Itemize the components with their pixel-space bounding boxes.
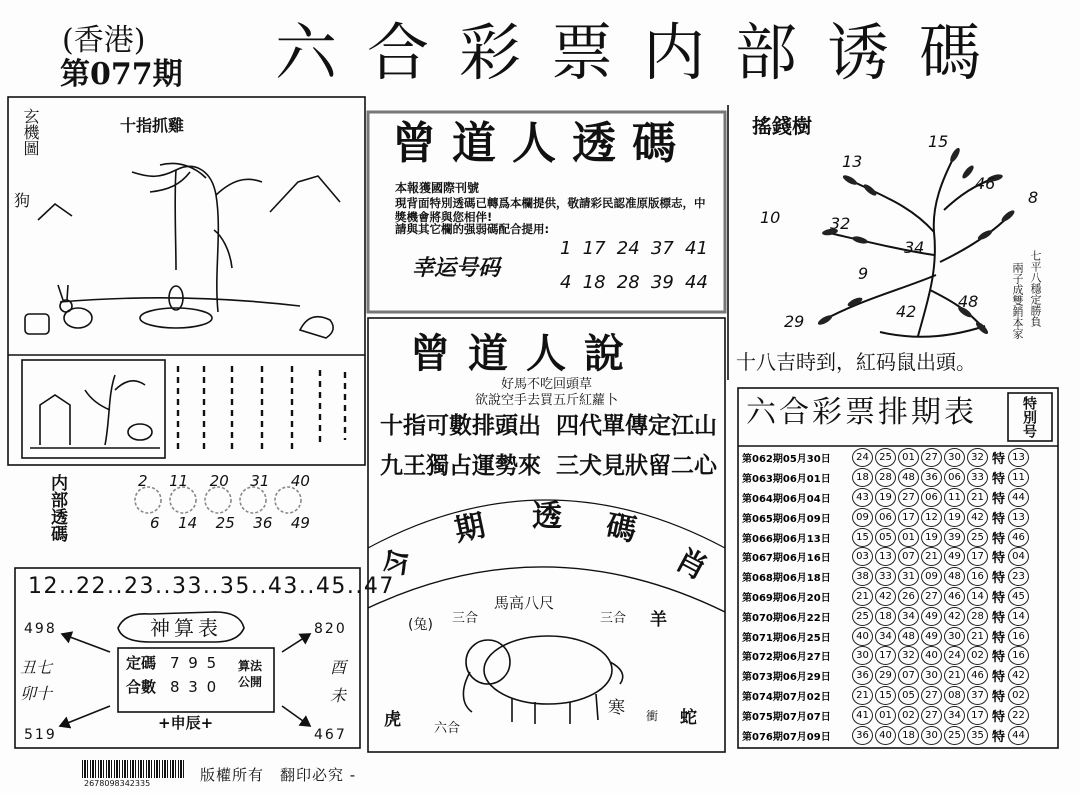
- tree-number: 46: [975, 174, 996, 193]
- drawn-number: 02: [967, 646, 988, 665]
- saying-line-1: 好馬不吃回頭草: [500, 377, 592, 392]
- special-number: 46: [1008, 528, 1029, 547]
- number: 14: [178, 514, 198, 532]
- left-top-frame: [8, 97, 365, 465]
- trine-left-label: 三合: [452, 611, 479, 626]
- drawn-number: 40: [921, 646, 942, 665]
- drawn-number: 17: [967, 706, 988, 725]
- special-label: 特: [992, 650, 1006, 666]
- drawn-number: 48: [898, 627, 919, 646]
- lucky-number: 44: [685, 272, 708, 293]
- special-number: 45: [1008, 587, 1029, 606]
- drawn-number: 14: [967, 587, 988, 606]
- drawn-number: 15: [875, 686, 896, 705]
- special-label: 特: [992, 709, 1006, 725]
- calc-zodiac: +申辰+: [158, 714, 214, 732]
- picture-caption: 十指抓雞: [120, 116, 185, 135]
- schedule-row: [742, 567, 1054, 587]
- drawn-number: 49: [921, 607, 942, 626]
- right-note-2: 未: [330, 686, 347, 705]
- special-number: 02: [1008, 686, 1029, 705]
- arch-title-char-2: 期: [451, 508, 489, 549]
- number: 40: [290, 472, 310, 490]
- drawn-number: 27: [921, 706, 942, 725]
- schedule-row: [742, 725, 1054, 745]
- special-number: 13: [1008, 508, 1029, 527]
- drawn-number: 06: [875, 508, 896, 527]
- tree-drawing: [132, 163, 262, 312]
- poem-2b: 三犬見狀留二心: [556, 452, 717, 479]
- drawn-number: 15: [852, 528, 873, 547]
- drawn-number: 27: [921, 587, 942, 606]
- trine-right-label: 三合: [600, 611, 627, 626]
- tree-number: 48: [958, 292, 979, 311]
- drawn-number: 36: [921, 468, 942, 487]
- drawn-number: 25: [875, 448, 896, 467]
- barcode: [82, 760, 186, 778]
- method-label-1: 算法: [238, 659, 263, 673]
- number: 25: [215, 514, 235, 532]
- figure-drawing: [300, 317, 333, 338]
- notice-license: 本報獲國際刊號: [395, 181, 480, 195]
- snake-label: 蛇: [680, 708, 697, 728]
- poem-1a: 十指可數排頭出: [380, 412, 541, 439]
- well-drawing: [140, 308, 212, 328]
- schedule-row: [742, 626, 1054, 646]
- lucky-number: 39: [650, 272, 674, 293]
- inner-numbers-row-2: [150, 516, 310, 531]
- special-label: 特: [992, 571, 1006, 587]
- special-number: 22: [1008, 706, 1029, 725]
- zodiac-label: 狗: [14, 191, 31, 210]
- arch-title-char-4: 碼: [602, 508, 640, 549]
- drawn-number: 39: [944, 528, 965, 547]
- schedule-row: [742, 527, 1054, 547]
- drawn-number: 30: [921, 726, 942, 745]
- drawn-number: 09: [921, 567, 942, 586]
- drawn-number: 33: [875, 567, 896, 586]
- drawn-number: 21: [852, 686, 873, 705]
- clash-label: 衝: [646, 709, 659, 723]
- lucky-number: 37: [650, 238, 674, 259]
- drawn-number: 06: [921, 488, 942, 507]
- schedule-period: 第074期07月02日: [742, 691, 831, 703]
- lucky-number-label: 幸运号码: [412, 256, 501, 281]
- special-number: 16: [1008, 646, 1029, 665]
- column-title-sayings: 曾道人說: [410, 330, 642, 377]
- special-label: 特: [992, 670, 1006, 686]
- rabbit-drawing: [58, 285, 92, 328]
- drawn-number: 46: [944, 587, 965, 606]
- special-number: 16: [1008, 627, 1029, 646]
- drawn-number: 25: [967, 528, 988, 547]
- schedule-row: [742, 606, 1054, 626]
- drawn-number: 48: [944, 567, 965, 586]
- number: 6: [150, 514, 160, 532]
- drawn-number: 05: [875, 528, 896, 547]
- drawn-number: 41: [852, 706, 873, 725]
- schedule-table: [742, 448, 1054, 745]
- drawn-number: 30: [944, 448, 965, 467]
- money-tree-title: 搖錢樹: [752, 114, 812, 138]
- left-small-picture-frame: [22, 360, 165, 458]
- drawn-number: 01: [898, 528, 919, 547]
- number: 31: [250, 472, 270, 490]
- handwritten-columns: [178, 366, 345, 450]
- rabbit-label: (兔): [408, 617, 433, 633]
- inner-code-label: 内部透碼: [47, 474, 67, 542]
- schedule-period: 第065期06月09日: [742, 513, 831, 525]
- schedule-period: 第076期07月09日: [742, 731, 831, 743]
- drawn-number: 18: [898, 726, 919, 745]
- special-number: 44: [1008, 488, 1029, 507]
- drawn-number: 21: [852, 587, 873, 606]
- drawn-number: 05: [898, 686, 919, 705]
- picture-label: 玄機圖: [21, 108, 40, 156]
- box-drawing: [25, 314, 49, 334]
- notice-body: 現背面特別透碼已轉爲本欄提供，敬請彩民認准原版標志，中獎機會將與您相伴!: [395, 196, 706, 224]
- drawn-number: 16: [967, 567, 988, 586]
- number: 2: [138, 472, 148, 490]
- arch-title-char-5: 肖: [669, 542, 713, 588]
- schedule-row: [742, 646, 1054, 666]
- drawn-number: 24: [852, 448, 873, 467]
- lucky-number: 41: [685, 238, 708, 259]
- schedule-row: [742, 507, 1054, 527]
- drawn-number: 12: [921, 508, 942, 527]
- drawn-number: 34: [944, 706, 965, 725]
- schedule-period: 第073期06月29日: [742, 672, 831, 684]
- drawn-number: 29: [875, 666, 896, 685]
- drawn-number: 07: [898, 666, 919, 685]
- drawn-number: 38: [852, 567, 873, 586]
- lucky-number: 24: [616, 238, 640, 259]
- drawn-number: 09: [852, 508, 873, 527]
- special-number: 14: [1008, 607, 1029, 626]
- poem-2a: 九王獨占運勢來: [380, 452, 541, 479]
- special-number: 23: [1008, 567, 1029, 586]
- calc-title: 神算表: [150, 616, 222, 640]
- inner-numbers-row-1: [138, 474, 310, 489]
- left-note-1: 丑七: [20, 658, 53, 677]
- drawn-number: 49: [921, 627, 942, 646]
- drawn-number: 11: [944, 488, 965, 507]
- tree-number: 42: [896, 302, 917, 321]
- schedule-period: 第062期05月30日: [742, 454, 831, 466]
- special-number: 13: [1008, 448, 1029, 467]
- sum-value: 8 3 0: [170, 678, 219, 696]
- tree-number: 9: [858, 264, 869, 283]
- schedule-period: 第067期06月16日: [742, 553, 831, 565]
- lucky-number: 4: [560, 272, 572, 293]
- drawn-number: 17: [875, 646, 896, 665]
- mountain-drawing: [270, 176, 340, 212]
- special-number: 44: [1008, 726, 1029, 745]
- drawn-number: 28: [875, 468, 896, 487]
- drawn-number: 19: [921, 528, 942, 547]
- drawn-number: 33: [967, 468, 988, 487]
- drawn-number: 28: [967, 607, 988, 626]
- drawn-number: 36: [852, 726, 873, 745]
- special-label: 特: [992, 610, 1006, 626]
- tree-number: 32: [830, 214, 851, 233]
- schedule-period: 第075期07月07日: [742, 711, 831, 723]
- lucky-number: 18: [582, 272, 606, 293]
- drawn-number: 48: [898, 468, 919, 487]
- special-label: 特: [992, 531, 1006, 547]
- drawn-number: 30: [944, 627, 965, 646]
- drawn-number: 25: [944, 726, 965, 745]
- drawn-number: 37: [967, 686, 988, 705]
- tree-number: 15: [928, 132, 949, 151]
- special-number: 04: [1008, 547, 1029, 566]
- tree-verse-2: 兩子成雙銷本家: [1011, 262, 1024, 339]
- schedule-row: [742, 448, 1054, 468]
- tree-verse-1: 七平八穩定勝負: [1029, 250, 1042, 327]
- special-label: 特: [992, 630, 1006, 646]
- drawn-number: 21: [967, 627, 988, 646]
- special-label: 特: [992, 511, 1006, 527]
- region-label: (香港): [62, 23, 146, 58]
- number: 20: [209, 472, 229, 490]
- special-label: 特: [992, 491, 1006, 507]
- drawn-number: 18: [875, 607, 896, 626]
- drawn-number: 42: [967, 508, 988, 527]
- schedule-period: 第066期06月13日: [742, 533, 831, 545]
- drawn-number: 03: [852, 547, 873, 566]
- lucky-number: 1: [560, 238, 572, 259]
- special-label: 特: [992, 452, 1006, 468]
- lucky-numbers-row-1: [560, 240, 708, 258]
- calc-top-left: 498: [24, 621, 57, 637]
- drawn-number: 02: [898, 706, 919, 725]
- drawn-number: 30: [852, 646, 873, 665]
- right-note-1: 酉: [330, 658, 347, 677]
- tree-number: 10: [760, 208, 781, 227]
- schedule-row: [742, 468, 1054, 488]
- barcode-number: 2678098342335: [84, 779, 151, 788]
- drawn-number: 34: [875, 627, 896, 646]
- schedule-row: [742, 587, 1054, 607]
- drawn-number: 35: [967, 726, 988, 745]
- drawn-number: 21: [944, 666, 965, 685]
- six-harmony-label: 六合: [434, 721, 461, 736]
- drawn-number: 13: [875, 547, 896, 566]
- arch-title-char-1: 今: [375, 542, 419, 588]
- notice-combine: 請與其它欄的强弱碼配合提用:: [395, 222, 550, 236]
- schedule-period: 第072期06月27日: [742, 652, 831, 664]
- special-label: 特: [992, 689, 1006, 705]
- special-number-header: 特別号: [1021, 396, 1037, 438]
- horse-label: 馬高八尺: [494, 594, 555, 612]
- number: 49: [290, 514, 310, 532]
- cold-label: 寒: [608, 698, 625, 718]
- arch-title-char-3: 透: [532, 499, 562, 534]
- drawn-number: 06: [944, 468, 965, 487]
- drawn-number: 49: [944, 547, 965, 566]
- drawn-number: 27: [921, 448, 942, 467]
- drawn-number: 32: [967, 448, 988, 467]
- special-label: 特: [992, 590, 1006, 606]
- tiger-label: 虎: [384, 710, 401, 730]
- schedule-period: 第068期06月18日: [742, 573, 831, 585]
- drawn-number: 01: [898, 448, 919, 467]
- drawn-number: 18: [852, 468, 873, 487]
- column-title-tips: 曾道人透碼: [392, 118, 692, 169]
- drawn-number: 40: [852, 627, 873, 646]
- drawn-number: 27: [898, 488, 919, 507]
- calc-bottom-left: 519: [24, 727, 57, 743]
- drawn-number: 21: [921, 547, 942, 566]
- special-label: 特: [992, 729, 1006, 745]
- goat-label: 羊: [650, 610, 667, 630]
- poem-1b: 四代單傳定江山: [556, 412, 717, 439]
- schedule-period: 第070期06月22日: [742, 612, 831, 624]
- schedule-period: 第064期06月04日: [742, 493, 831, 505]
- code-line: 12..22..23..33..35..43..45..47: [28, 574, 395, 599]
- drawn-number: 21: [967, 488, 988, 507]
- drawn-number: 46: [967, 666, 988, 685]
- schedule-row: [742, 547, 1054, 567]
- calc-top-right: 820: [314, 621, 347, 637]
- schedule-title: 六合彩票排期表: [746, 395, 977, 430]
- drawn-number: 25: [852, 607, 873, 626]
- drawn-number: 24: [944, 646, 965, 665]
- drawn-number: 17: [898, 508, 919, 527]
- calc-bottom-right: 467: [314, 727, 347, 743]
- saying-line-2: 欲說空手去買五斤紅蘿卜: [474, 393, 618, 408]
- drawn-number: 30: [921, 666, 942, 685]
- drawn-number: 08: [944, 686, 965, 705]
- drawn-number: 32: [898, 646, 919, 665]
- issue-number: 第077期: [60, 57, 183, 92]
- lucky-number: 17: [582, 238, 606, 259]
- left-note-2: 卯十: [20, 684, 53, 703]
- schedule-row: [742, 705, 1054, 725]
- drawn-number: 26: [898, 587, 919, 606]
- tree-number: 13: [842, 152, 863, 171]
- drawn-number: 40: [875, 726, 896, 745]
- special-label: 特: [992, 472, 1006, 488]
- fixed-code-value: 7 9 5: [170, 654, 219, 672]
- sum-label: 合數: [126, 678, 157, 696]
- schedule-period: 第069期06月20日: [742, 592, 831, 604]
- special-number: 11: [1008, 468, 1029, 487]
- drawn-number: 42: [875, 587, 896, 606]
- schedule-period: 第063期06月01日: [742, 474, 831, 486]
- drawn-number: 34: [898, 607, 919, 626]
- schedule-row: [742, 488, 1054, 508]
- drawn-number: 01: [875, 706, 896, 725]
- lucky-numbers-row-2: [560, 274, 708, 292]
- number: 36: [253, 514, 273, 532]
- drawn-number: 07: [898, 547, 919, 566]
- animal-drawing: [463, 636, 622, 724]
- tree-number: 34: [904, 238, 925, 257]
- drawn-number: 17: [967, 547, 988, 566]
- drawn-number: 36: [852, 666, 873, 685]
- tree-caption: 十八吉時到，紅码鼠出頭。: [736, 350, 976, 374]
- drawn-number: 43: [852, 488, 873, 507]
- fixed-code-label: 定碼: [126, 654, 157, 672]
- number: 11: [169, 472, 189, 490]
- tree-number: 29: [784, 312, 805, 331]
- drawn-number: 27: [921, 686, 942, 705]
- drawn-number: 19: [944, 508, 965, 527]
- drawn-number: 19: [875, 488, 896, 507]
- copyright-notice: 版權所有 翻印必究 -: [200, 766, 357, 784]
- page-title: 六合彩票内部诱碼: [275, 16, 1012, 89]
- schedule-period: 第071期06月25日: [742, 632, 831, 644]
- number-circles: [135, 487, 301, 513]
- special-label: 特: [992, 551, 1006, 567]
- special-number: 42: [1008, 666, 1029, 685]
- drawn-number: 42: [944, 607, 965, 626]
- schedule-row: [742, 666, 1054, 686]
- lucky-number: 28: [616, 272, 640, 293]
- schedule-row: [742, 686, 1054, 706]
- method-label-2: 公開: [238, 675, 263, 689]
- tree-number: 8: [1028, 188, 1039, 207]
- drawn-number: 31: [898, 567, 919, 586]
